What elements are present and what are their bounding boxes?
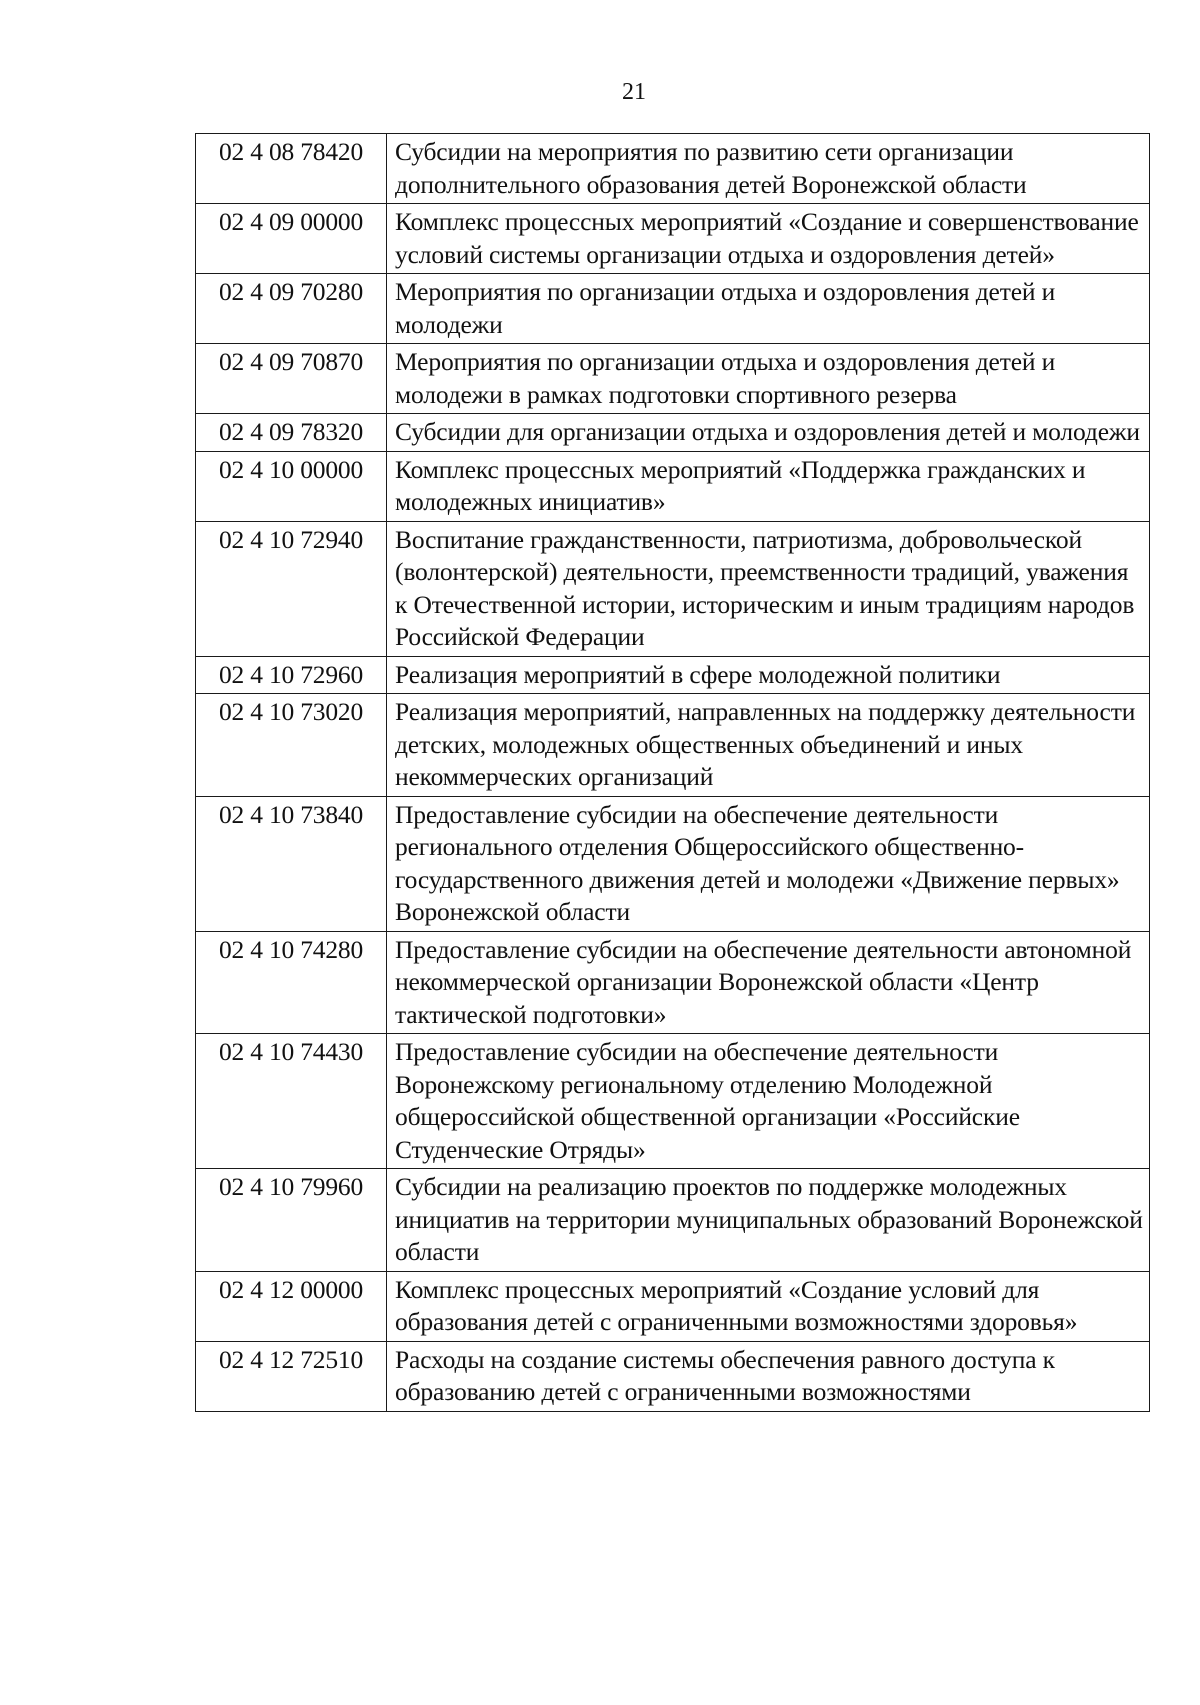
expense-description: Реализация мероприятий в сфере молодежной политики (387, 656, 1150, 694)
classification-code: 02 4 10 00000 (196, 451, 387, 521)
table-row (196, 656, 1150, 694)
table-row (196, 931, 1150, 1034)
table-row (196, 414, 1150, 452)
expense-description: Предоставление субсидии на обеспечение деятельности Воронежскому региональному отделению Молодежной общероссийской общественной организации «Российские Студенческие Отряды» (387, 1034, 1150, 1169)
table-row (196, 344, 1150, 414)
expense-description: Комплекс процессных мероприятий «Создание и совершенствование условий системы организации отдыха и оздоровления детей» (387, 204, 1150, 274)
expense-description: Предоставление субсидии на обеспечение деятельности регионального отделения Общероссийского общественно-государственного движения детей и молодежи «Движение первых» Воронежской области (387, 796, 1150, 931)
classification-code: 02 4 09 78320 (196, 414, 387, 452)
classification-code: 02 4 09 00000 (196, 204, 387, 274)
classification-code: 02 4 10 72940 (196, 521, 387, 656)
classification-code: 02 4 09 70280 (196, 274, 387, 344)
table-row (196, 274, 1150, 344)
table-row (196, 451, 1150, 521)
expense-description: Комплекс процессных мероприятий «Поддержка гражданских и молодежных инициатив» (387, 451, 1150, 521)
page-number: 21 (622, 79, 646, 105)
classification-code: 02 4 12 00000 (196, 1271, 387, 1341)
classification-code: 02 4 08 78420 (196, 134, 387, 204)
classification-code: 02 4 10 73020 (196, 694, 387, 797)
table-row (196, 521, 1150, 656)
expense-description: Субсидии на мероприятия по развитию сети организации дополнительного образования детей Воронежской области (387, 134, 1150, 204)
table-row (196, 796, 1150, 931)
expense-description: Реализация мероприятий, направленных на поддержку деятельности детских, молодежных общественных объединений и иных некоммерческих организаций (387, 694, 1150, 797)
classification-code: 02 4 12 72510 (196, 1341, 387, 1411)
budget-classification-table (195, 133, 1150, 1412)
expense-description: Расходы на создание системы обеспечения равного доступа к образованию детей с ограниченными возможностями (387, 1341, 1150, 1411)
classification-code: 02 4 09 70870 (196, 344, 387, 414)
expense-description: Субсидии на реализацию проектов по поддержке молодежных инициатив на территории муниципальных образований Воронежской области (387, 1169, 1150, 1272)
table-row (196, 1271, 1150, 1341)
table-body (196, 134, 1150, 1412)
classification-code: 02 4 10 79960 (196, 1169, 387, 1272)
classification-code: 02 4 10 74430 (196, 1034, 387, 1169)
table-row (196, 694, 1150, 797)
table-row (196, 134, 1150, 204)
classification-code: 02 4 10 73840 (196, 796, 387, 931)
expense-description: Комплекс процессных мероприятий «Создание условий для образования детей с ограниченными возможностями здоровья» (387, 1271, 1150, 1341)
table-row (196, 204, 1150, 274)
expense-description: Воспитание гражданственности, патриотизма, добровольческой (волонтерской) деятельности, преемственности традиций, уважения к Отечественной истории, историческим и иным традициям народов Российской Федерации (387, 521, 1150, 656)
expense-description: Предоставление субсидии на обеспечение деятельности автономной некоммерческой организации Воронежской области «Центр тактической подготовки» (387, 931, 1150, 1034)
expense-description: Субсидии для организации отдыха и оздоровления детей и молодежи (387, 414, 1150, 452)
expense-description: Мероприятия по организации отдыха и оздоровления детей и молодежи (387, 274, 1150, 344)
expense-description: Мероприятия по организации отдыха и оздоровления детей и молодежи в рамках подготовки спортивного резерва (387, 344, 1150, 414)
table-row (196, 1341, 1150, 1411)
classification-code: 02 4 10 72960 (196, 656, 387, 694)
classification-code: 02 4 10 74280 (196, 931, 387, 1034)
table-row (196, 1169, 1150, 1272)
table-row (196, 1034, 1150, 1169)
